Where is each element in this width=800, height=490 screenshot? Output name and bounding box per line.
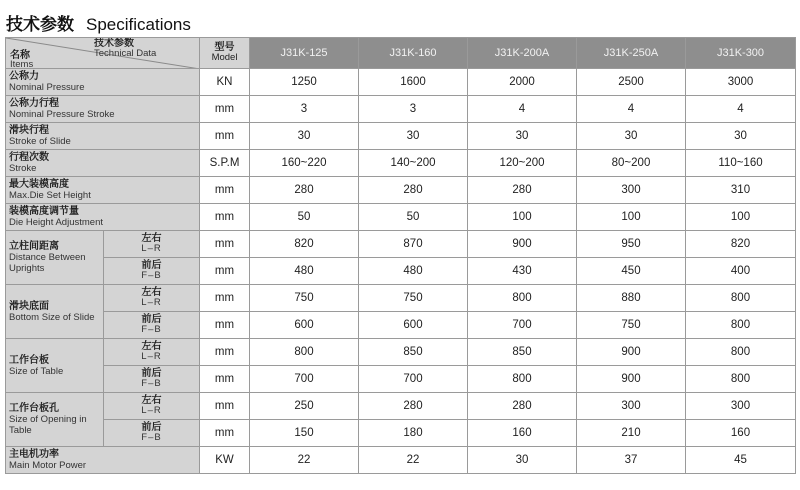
bottom-size-of-slide-fb-row: [6, 312, 796, 339]
die-height-adjustment-value: 100: [686, 204, 796, 231]
main-motor-power-label: [6, 447, 200, 474]
size-of-opening-in-table-lr-value: 280: [468, 393, 577, 420]
nominal-pressure-stroke-value: 4: [577, 96, 686, 123]
die-height-adjustment-row: [6, 204, 796, 231]
distance-between-uprights-lr-en: L–R: [141, 243, 162, 254]
main-motor-power-value: 22: [359, 447, 468, 474]
stroke-row: [6, 150, 796, 177]
size-of-opening-in-table-fb-value: 150: [250, 420, 359, 447]
die-height-adjustment-unit: mm: [200, 204, 250, 231]
header-model-label: [200, 38, 250, 69]
size-of-table-lr-value: 800: [250, 339, 359, 366]
size-of-table-fb-value: 700: [359, 366, 468, 393]
size-of-opening-in-table-label-en: Size of Opening in Table: [9, 414, 87, 436]
distance-between-uprights-fb-value: 480: [250, 258, 359, 285]
header-model-en: Model: [211, 52, 238, 63]
distance-between-uprights-fb-value: 480: [359, 258, 468, 285]
size-of-table-fb-unit: mm: [200, 366, 250, 393]
stroke-value: 110~160: [686, 150, 796, 177]
size-of-table-lr-cn: 左右: [141, 341, 162, 352]
distance-between-uprights-fb-row: [6, 258, 796, 285]
size-of-table-fb-en: F–B: [141, 378, 162, 389]
bottom-size-of-slide-fb-value: 800: [686, 312, 796, 339]
nominal-pressure-unit: KN: [200, 69, 250, 96]
size-of-table-lr-value: 850: [359, 339, 468, 366]
main-motor-power-label-en: Main Motor Power: [9, 460, 87, 471]
nominal-pressure-value: 1600: [359, 69, 468, 96]
size-of-opening-in-table-fb-cn: 前后: [141, 422, 162, 433]
max-die-set-height-label: [6, 177, 200, 204]
stroke-of-slide-value: 30: [250, 123, 359, 150]
bottom-size-of-slide-label-cn: 滑块底面: [9, 300, 49, 312]
max-die-set-height-value: 280: [468, 177, 577, 204]
bottom-size-of-slide-fb-value: 750: [577, 312, 686, 339]
bottom-size-of-slide-fb-unit: mm: [200, 312, 250, 339]
size-of-table-fb-sublabel: [104, 366, 200, 393]
header-technical-data-en: Technical Data: [94, 48, 157, 59]
distance-between-uprights-fb-sublabel: [104, 258, 200, 285]
stroke-unit: S.P.M: [200, 150, 250, 177]
max-die-set-height-value: 280: [250, 177, 359, 204]
header-diagonal-cell: [6, 38, 200, 69]
distance-between-uprights-lr-value: 900: [468, 231, 577, 258]
size-of-opening-in-table-lr-en: L–R: [141, 405, 162, 416]
main-motor-power-label-cn: 主电机功率: [9, 449, 59, 460]
stroke-of-slide-label-cn: 滑块行程: [9, 125, 49, 136]
max-die-set-height-value: 310: [686, 177, 796, 204]
distance-between-uprights-lr-value: 820: [250, 231, 359, 258]
bottom-size-of-slide-lr-value: 750: [359, 285, 468, 312]
size-of-opening-in-table-lr-cn: 左右: [141, 395, 162, 406]
model-header: J31K-160: [359, 38, 468, 69]
size-of-opening-in-table-lr-value: 300: [686, 393, 796, 420]
size-of-opening-in-table-fb-value: 160: [468, 420, 577, 447]
header-items: [10, 51, 33, 69]
distance-between-uprights-label: [6, 231, 104, 285]
nominal-pressure-stroke-value: 4: [686, 96, 796, 123]
page-title-cn: 技术参数: [6, 15, 74, 35]
size-of-opening-in-table-lr-value: 300: [577, 393, 686, 420]
stroke-label: [6, 150, 200, 177]
max-die-set-height-row: [6, 177, 796, 204]
header-technical-data-cn: 技术参数: [94, 38, 134, 49]
bottom-size-of-slide-fb-value: 700: [468, 312, 577, 339]
nominal-pressure-stroke-value: 3: [250, 96, 359, 123]
size-of-table-lr-value: 800: [686, 339, 796, 366]
nominal-pressure-label-en: Nominal Pressure: [9, 82, 85, 93]
specifications-table: [5, 37, 796, 474]
header-model-cn: 型号: [214, 42, 235, 53]
size-of-opening-in-table-fb-en: F–B: [141, 432, 162, 443]
size-of-opening-in-table-fb-value: 210: [577, 420, 686, 447]
die-height-adjustment-label-en: Die Height Adjustment: [9, 217, 103, 228]
stroke-label-en: Stroke: [9, 163, 37, 174]
size-of-opening-in-table-fb-row: [6, 420, 796, 447]
size-of-opening-in-table-fb-value: 180: [359, 420, 468, 447]
bottom-size-of-slide-label-en: Bottom Size of Slide: [9, 311, 95, 323]
nominal-pressure-row: [6, 69, 796, 96]
distance-between-uprights-lr-row: [6, 231, 796, 258]
bottom-size-of-slide-lr-value: 750: [250, 285, 359, 312]
bottom-size-of-slide-fb-cn: 前后: [141, 314, 162, 325]
nominal-pressure-label-cn: 公称力: [9, 71, 39, 82]
size-of-opening-in-table-lr-unit: mm: [200, 393, 250, 420]
bottom-size-of-slide-lr-cn: 左右: [141, 287, 162, 298]
size-of-opening-in-table-label: [6, 393, 104, 447]
model-header: J31K-200A: [468, 38, 577, 69]
max-die-set-height-value: 300: [577, 177, 686, 204]
distance-between-uprights-fb-value: 400: [686, 258, 796, 285]
nominal-pressure-label: [6, 69, 200, 96]
die-height-adjustment-label: [6, 204, 200, 231]
distance-between-uprights-label-en: Distance Between Uprights: [9, 252, 86, 274]
max-die-set-height-value: 280: [359, 177, 468, 204]
page-title-en: Specifications: [86, 15, 191, 34]
header-technical-data: [94, 39, 156, 59]
stroke-of-slide-value: 30: [359, 123, 468, 150]
main-motor-power-row: [6, 447, 796, 474]
nominal-pressure-stroke-row: [6, 96, 796, 123]
stroke-of-slide-unit: mm: [200, 123, 250, 150]
nominal-pressure-stroke-value: 4: [468, 96, 577, 123]
bottom-size-of-slide-lr-value: 800: [686, 285, 796, 312]
bottom-size-of-slide-lr-value: 880: [577, 285, 686, 312]
size-of-opening-in-table-fb-unit: mm: [200, 420, 250, 447]
max-die-set-height-label-en: Max.Die Set Height: [9, 190, 91, 201]
size-of-table-label-cn: 工作台板: [9, 354, 49, 366]
main-motor-power-value: 37: [577, 447, 686, 474]
distance-between-uprights-lr-unit: mm: [200, 231, 250, 258]
stroke-of-slide-value: 30: [686, 123, 796, 150]
page-title: [6, 10, 191, 34]
distance-between-uprights-lr-value: 950: [577, 231, 686, 258]
bottom-size-of-slide-fb-sublabel: [104, 312, 200, 339]
die-height-adjustment-value: 50: [359, 204, 468, 231]
nominal-pressure-stroke-label: [6, 96, 200, 123]
main-motor-power-value: 22: [250, 447, 359, 474]
distance-between-uprights-label-cn: 立柱间距离: [9, 241, 59, 252]
distance-between-uprights-fb-cn: 前后: [141, 260, 162, 271]
die-height-adjustment-value: 100: [577, 204, 686, 231]
size-of-table-lr-value: 850: [468, 339, 577, 366]
stroke-label-cn: 行程次数: [9, 152, 49, 163]
distance-between-uprights-lr-sublabel: [104, 231, 200, 258]
main-motor-power-value: 30: [468, 447, 577, 474]
distance-between-uprights-fb-value: 430: [468, 258, 577, 285]
size-of-table-fb-value: 800: [468, 366, 577, 393]
distance-between-uprights-lr-value: 820: [686, 231, 796, 258]
bottom-size-of-slide-lr-en: L–R: [141, 297, 162, 308]
distance-between-uprights-fb-value: 450: [577, 258, 686, 285]
nominal-pressure-stroke-value: 3: [359, 96, 468, 123]
nominal-pressure-value: 1250: [250, 69, 359, 96]
stroke-of-slide-label-en: Stroke of Slide: [9, 136, 71, 147]
size-of-opening-in-table-lr-value: 250: [250, 393, 359, 420]
max-die-set-height-unit: mm: [200, 177, 250, 204]
size-of-opening-in-table-label-cn: 工作台板孔: [9, 403, 59, 414]
size-of-table-fb-value: 800: [686, 366, 796, 393]
size-of-table-label-en: Size of Table: [9, 365, 64, 377]
stroke-value: 120~200: [468, 150, 577, 177]
bottom-size-of-slide-lr-row: [6, 285, 796, 312]
model-header: J31K-125: [250, 38, 359, 69]
header-items-cn: 名称: [10, 50, 30, 61]
size-of-table-lr-en: L–R: [141, 351, 162, 362]
size-of-table-label: [6, 339, 104, 393]
main-motor-power-unit: KW: [200, 447, 250, 474]
size-of-table-fb-cn: 前后: [141, 368, 162, 379]
size-of-table-fb-value: 700: [250, 366, 359, 393]
stroke-of-slide-value: 30: [468, 123, 577, 150]
die-height-adjustment-label-cn: 装模高度调节量: [9, 206, 79, 217]
distance-between-uprights-fb-en: F–B: [141, 270, 162, 281]
die-height-adjustment-value: 50: [250, 204, 359, 231]
die-height-adjustment-value: 100: [468, 204, 577, 231]
size-of-table-lr-row: [6, 339, 796, 366]
model-header: J31K-300: [686, 38, 796, 69]
nominal-pressure-value: 2500: [577, 69, 686, 96]
distance-between-uprights-lr-cn: 左右: [141, 233, 162, 244]
nominal-pressure-stroke-label-en: Nominal Pressure Stroke: [9, 109, 115, 120]
stroke-of-slide-label: [6, 123, 200, 150]
distance-between-uprights-fb-unit: mm: [200, 258, 250, 285]
nominal-pressure-stroke-unit: mm: [200, 96, 250, 123]
nominal-pressure-value: 2000: [468, 69, 577, 96]
stroke-value: 80~200: [577, 150, 686, 177]
max-die-set-height-label-cn: 最大装模高度: [9, 179, 69, 190]
size-of-table-lr-unit: mm: [200, 339, 250, 366]
size-of-table-fb-row: [6, 366, 796, 393]
bottom-size-of-slide-fb-value: 600: [359, 312, 468, 339]
nominal-pressure-stroke-label-cn: 公称力行程: [9, 98, 59, 109]
bottom-size-of-slide-lr-sublabel: [104, 285, 200, 312]
model-header: J31K-250A: [577, 38, 686, 69]
size-of-opening-in-table-fb-value: 160: [686, 420, 796, 447]
stroke-value: 160~220: [250, 150, 359, 177]
size-of-opening-in-table-fb-sublabel: [104, 420, 200, 447]
nominal-pressure-value: 3000: [686, 69, 796, 96]
stroke-of-slide-row: [6, 123, 796, 150]
size-of-opening-in-table-lr-row: [6, 393, 796, 420]
header-items-en: Items: [10, 59, 34, 69]
header-row: [6, 38, 796, 69]
stroke-of-slide-value: 30: [577, 123, 686, 150]
bottom-size-of-slide-fb-en: F–B: [141, 324, 162, 335]
main-motor-power-value: 45: [686, 447, 796, 474]
distance-between-uprights-lr-value: 870: [359, 231, 468, 258]
bottom-size-of-slide-lr-unit: mm: [200, 285, 250, 312]
size-of-opening-in-table-lr-sublabel: [104, 393, 200, 420]
bottom-size-of-slide-label: [6, 285, 104, 339]
bottom-size-of-slide-lr-value: 800: [468, 285, 577, 312]
bottom-size-of-slide-fb-value: 600: [250, 312, 359, 339]
size-of-opening-in-table-lr-value: 280: [359, 393, 468, 420]
stroke-value: 140~200: [359, 150, 468, 177]
size-of-table-fb-value: 900: [577, 366, 686, 393]
size-of-table-lr-value: 900: [577, 339, 686, 366]
size-of-table-lr-sublabel: [104, 339, 200, 366]
